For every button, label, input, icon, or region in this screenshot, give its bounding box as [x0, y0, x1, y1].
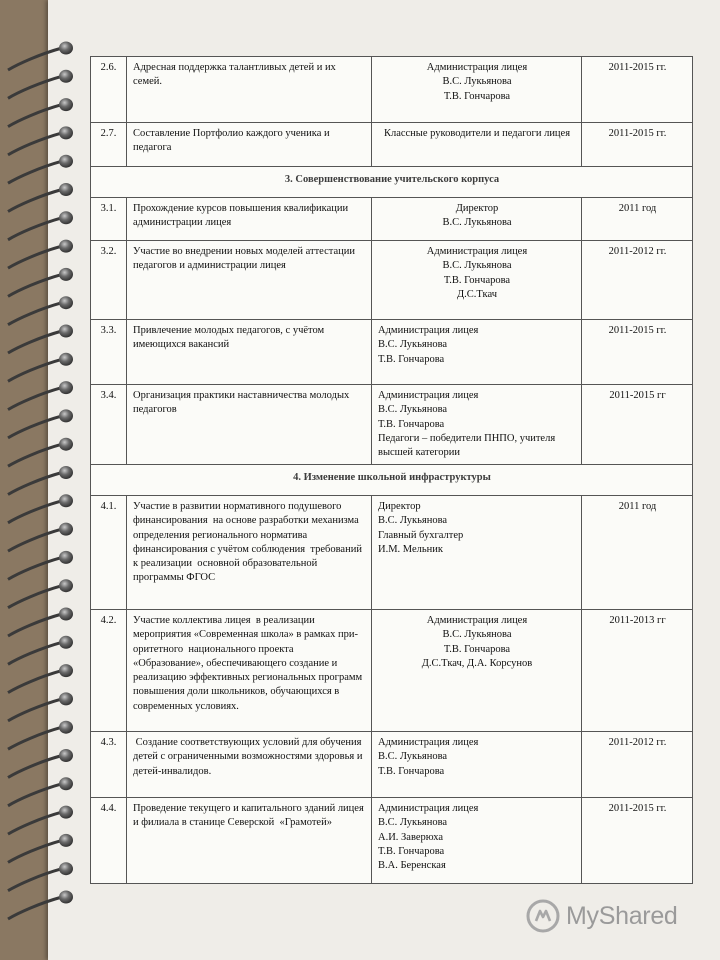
spiral-wire: [8, 557, 62, 579]
spiral-ring: [59, 70, 73, 83]
spiral-wire: [8, 812, 62, 834]
spiral-ring: [59, 183, 73, 196]
responsible-person: Педагоги – победители ПНПО, учителя высшей категории: [378, 432, 556, 459]
responsible-person: В.С. Лукьянова: [442, 629, 512, 641]
spiral-wire: [8, 48, 62, 70]
item-number: 4.2.: [91, 610, 127, 732]
responsible-person: И.М. Мельник: [378, 543, 444, 555]
responsible-cell: [372, 57, 582, 123]
responsible-person: В.С. Лукьянова: [378, 404, 448, 416]
responsible-person: Т.В. Гончарова: [378, 418, 445, 430]
item-number: 3.4.: [91, 385, 127, 465]
deadline: 2011 год: [582, 496, 693, 610]
spiral-ring: [59, 862, 73, 875]
responsible-cell: [372, 320, 582, 385]
responsible-person: Т.В. Гончарова: [443, 274, 511, 286]
spiral-ring: [59, 438, 73, 451]
responsible-person: Т.В. Гончарова: [378, 353, 445, 365]
spiral-ring: [59, 806, 73, 819]
section-row: [91, 167, 693, 198]
responsible-cell: [372, 496, 582, 610]
spiral-ring: [59, 155, 73, 168]
spiral-wire: [8, 869, 62, 891]
item-number: 3.1.: [91, 198, 127, 241]
responsible-person: Т.В. Гончарова: [378, 765, 445, 777]
responsible-person: Администрация лицея: [378, 390, 479, 401]
responsible-person: В.С. Лукьянова: [378, 817, 448, 829]
deadline: 2011-2013 гг: [582, 610, 693, 732]
task-description: Организация практики наставничества молодых педагогов: [127, 385, 372, 465]
deadline: 2011 год: [582, 198, 693, 241]
spiral-ring: [59, 777, 73, 790]
spiral-ring: [59, 692, 73, 705]
item-number: 2.6.: [91, 57, 127, 123]
spiral-wire: [8, 105, 62, 127]
responsible-person: Директор: [455, 203, 499, 214]
plan-table-container: [90, 56, 692, 884]
task-description: Адресная поддержка талантливых детей и их семей.: [127, 57, 372, 123]
table-row: [91, 385, 693, 465]
responsible-cell: [372, 610, 582, 732]
responsible-person: Администрация лицея: [378, 325, 479, 336]
spiral-binding: [0, 0, 82, 960]
spiral-ring: [59, 42, 73, 55]
spiral-ring: [59, 409, 73, 422]
spiral-ring: [59, 608, 73, 621]
spiral-wire: [8, 190, 62, 212]
logo-text: MyShared: [566, 901, 678, 930]
spiral-wire: [8, 246, 62, 268]
spiral-wire: [8, 727, 62, 749]
spiral-wire: [8, 529, 62, 551]
table-row: [91, 732, 693, 798]
table-row: [91, 798, 693, 884]
item-number: 2.7.: [91, 123, 127, 167]
responsible-person: Классные руководители и педагоги лицея: [383, 128, 571, 139]
responsible-person: Д.С.Ткач: [456, 288, 498, 300]
spiral-wire: [8, 444, 62, 466]
spiral-ring: [59, 834, 73, 847]
section-row: [91, 465, 693, 496]
spiral-wire: [8, 897, 62, 919]
spiral-wire: [8, 756, 62, 778]
responsible-person: Д.С.Ткач, Д.А. Корсунов: [421, 657, 533, 669]
spiral-ring: [59, 664, 73, 677]
spiral-ring: [59, 551, 73, 564]
spiral-ring: [59, 240, 73, 253]
table-row: [91, 57, 693, 123]
deadline: 2011-2015 гг.: [582, 57, 693, 123]
myshared-logo: [526, 898, 691, 934]
spiral-wire: [8, 501, 62, 523]
spiral-wire: [8, 671, 62, 693]
responsible-person: В.А. Беренская: [378, 860, 446, 872]
task-description: Участие во внедрении новых моделей аттестации педагогов и администрации лицея: [127, 241, 372, 320]
spiral-ring: [59, 268, 73, 281]
responsible-person: Директор: [378, 501, 421, 512]
spiral-ring: [59, 126, 73, 139]
responsible-cell: [372, 798, 582, 884]
responsible-person: В.С. Лукьянова: [378, 515, 448, 527]
responsible-person: Администрация лицея: [426, 62, 528, 73]
section-title: 3. Совершенствование учительского корпуса: [91, 167, 693, 198]
responsible-person: А.И. Заверюха: [378, 831, 443, 843]
spiral-wire: [8, 642, 62, 664]
spiral-wire: [8, 586, 62, 608]
spiral-ring: [59, 579, 73, 592]
plan-table: [90, 56, 693, 884]
myshared-logo-icon: [526, 899, 560, 933]
responsible-person: В.С. Лукьянова: [378, 339, 448, 351]
spiral-wire: [8, 133, 62, 155]
spiral-ring: [59, 466, 73, 479]
spiral-ring: [59, 211, 73, 224]
responsible-person: Т.В. Гончарова: [443, 643, 511, 655]
responsible-person: Т.В. Гончарова: [378, 845, 445, 857]
spiral-ring: [59, 353, 73, 366]
responsible-person: В.С. Лукьянова: [442, 76, 512, 88]
responsible-person: Администрация лицея: [378, 737, 479, 748]
spiral-wire: [8, 161, 62, 183]
spiral-ring: [59, 636, 73, 649]
task-description: Прохождение курсов повышения квалификации администрации лицея: [127, 198, 372, 241]
responsible-cell: [372, 732, 582, 798]
deadline: 2011-2012 гг.: [582, 241, 693, 320]
spiral-ring: [59, 98, 73, 111]
table-row: [91, 241, 693, 320]
spiral-ring: [59, 749, 73, 762]
spiral-wire: [8, 388, 62, 410]
task-description: Проведение текущего и капитального зданий лицея и филиала в станице Северской «Грамотей»: [127, 798, 372, 884]
responsible-person: В.С. Лукьянова: [378, 751, 448, 763]
spiral-ring: [59, 325, 73, 338]
spiral-wire: [8, 218, 62, 240]
task-description: Участие в развитии нормативного подушевого финансирования на основе разработки механизма определения регионального норматива финансирования с учётом соблюдения требований к реализации основной образовательной программы ФГОС: [127, 496, 372, 610]
deadline: 2011-2015 гг.: [582, 798, 693, 884]
spiral-ring: [59, 721, 73, 734]
table-row: [91, 123, 693, 167]
table-row: [91, 320, 693, 385]
responsible-person: Т.В. Гончарова: [443, 90, 511, 102]
item-number: 4.1.: [91, 496, 127, 610]
responsible-cell: [372, 123, 582, 167]
task-description: Составление Портфолио каждого ученика и педагога: [127, 123, 372, 167]
item-number: 3.3.: [91, 320, 127, 385]
deadline: 2011-2012 гг.: [582, 732, 693, 798]
spiral-ring: [59, 296, 73, 309]
spiral-ring: [59, 891, 73, 904]
spiral-wire: [8, 303, 62, 325]
deadline: 2011-2015 гг.: [582, 123, 693, 167]
spiral-wire: [8, 76, 62, 98]
spiral-wire: [8, 274, 62, 296]
responsible-person: В.С. Лукьянова: [442, 260, 512, 272]
spiral-wire: [8, 416, 62, 438]
table-row: [91, 198, 693, 241]
spiral-ring: [59, 381, 73, 394]
responsible-person: Главный бухгалтер: [378, 529, 464, 541]
item-number: 3.2.: [91, 241, 127, 320]
spiral-wire: [8, 614, 62, 636]
spiral-wire: [8, 784, 62, 806]
deadline: 2011-2015 гг: [582, 385, 693, 465]
item-number: 4.4.: [91, 798, 127, 884]
responsible-cell: [372, 241, 582, 320]
item-number: 4.3.: [91, 732, 127, 798]
responsible-cell: [372, 198, 582, 241]
spiral-ring: [59, 494, 73, 507]
section-title: 4. Изменение школьной инфраструктуры: [91, 465, 693, 496]
responsible-person: В.С. Лукьянова: [442, 217, 512, 229]
table-row: [91, 610, 693, 732]
spiral-wire: [8, 840, 62, 862]
task-description: Привлечение молодых педагогов, с учётом имеющихся вакансий: [127, 320, 372, 385]
responsible-person: Администрация лицея: [426, 615, 528, 626]
task-description: Создание соответствующих условий для обучения детей с ограниченными возможностями здоровья и детей-инвалидов.: [127, 732, 372, 798]
responsible-cell: [372, 385, 582, 465]
table-row: [91, 496, 693, 610]
spiral-wire: [8, 473, 62, 495]
responsible-person: Администрация лицея: [378, 803, 479, 814]
deadline: 2011-2015 гг.: [582, 320, 693, 385]
responsible-person: Администрация лицея: [426, 246, 528, 257]
spiral-wire: [8, 699, 62, 721]
task-description: Участие коллектива лицея в реализации мероприятия «Современная школа» в рамках при-оритетного национального проекта «Образование», обеспечивающего создание и реализацию эффективных региональных программ повышения доли школьников, обучающихся в современных условиях.: [127, 610, 372, 732]
spiral-ring: [59, 523, 73, 536]
spiral-wire: [8, 359, 62, 381]
spiral-wire: [8, 331, 62, 353]
